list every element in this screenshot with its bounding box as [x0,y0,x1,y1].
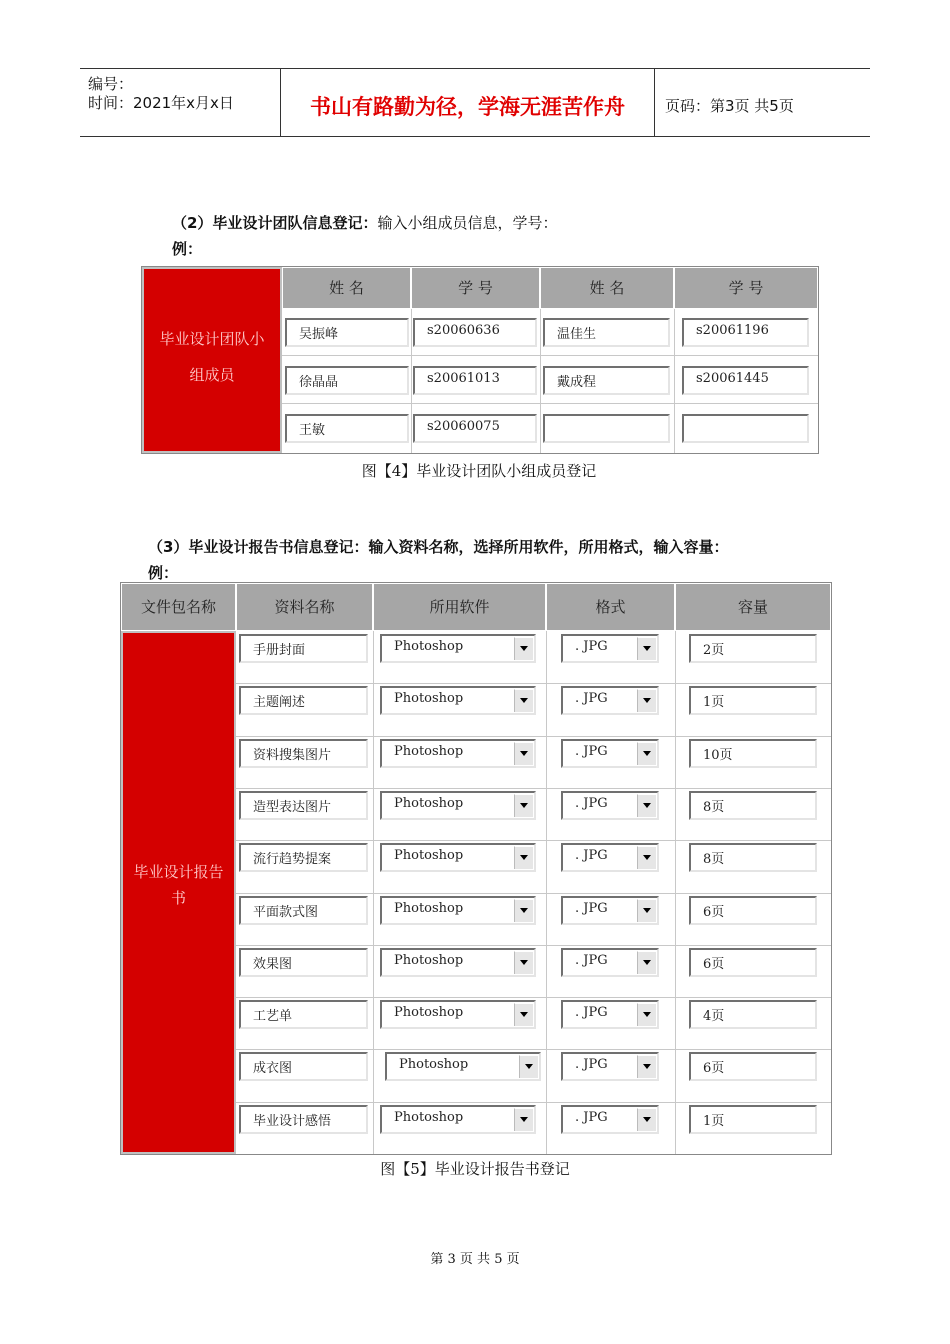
material-name-field[interactable]: 手册封面 [239,634,368,663]
software-select[interactable] [380,1105,536,1134]
format-select[interactable] [561,1052,659,1081]
software-select-value: Photoshop [394,796,464,811]
material-name-field[interactable]: 流行趋势提案 [239,843,368,872]
software-select[interactable] [380,739,536,768]
team-member-name-field[interactable]: 戴成程 [543,366,670,395]
software-select-value: Photoshop [394,848,464,863]
report-header-software: 所用软件 [373,583,546,631]
format-select[interactable] [561,739,659,768]
section2-title-rest: 输入小组成员信息，学号： [377,214,558,232]
material-name-field[interactable]: 平面款式图 [239,896,368,925]
software-select-value: Photoshop [394,901,464,916]
format-select[interactable] [561,843,659,872]
software-select-value: Photoshop [394,1110,464,1125]
software-select[interactable] [380,634,536,663]
team-table [141,266,819,454]
team-member-name-field[interactable] [543,414,670,443]
team-header-id-1: 学 号 [411,267,540,309]
format-select[interactable] [561,896,659,925]
material-name-field[interactable]: 成衣图 [239,1052,368,1081]
dropdown-arrow-icon[interactable] [514,899,533,922]
team-member-id-field[interactable]: s20061196 [682,318,809,347]
dropdown-arrow-icon[interactable] [514,846,533,869]
size-field[interactable]: 10页 [689,739,817,768]
software-select[interactable] [380,686,536,715]
software-select-value: Photoshop [394,691,464,706]
dropdown-arrow-icon[interactable] [637,951,656,974]
header-meta [80,69,280,136]
dropdown-arrow-icon[interactable] [514,1003,533,1026]
dropdown-arrow-icon[interactable] [514,794,533,817]
dropdown-arrow-icon[interactable] [637,794,656,817]
format-select-value: . JPG [575,1005,608,1020]
team-member-id-field[interactable]: s20061013 [413,366,537,395]
dropdown-arrow-icon[interactable] [637,1108,656,1131]
material-name-field[interactable]: 资料搜集图片 [239,739,368,768]
team-member-id-field[interactable]: s20060075 [413,414,537,443]
figure4-caption: 图【4】毕业设计团队小组成员登记 [361,462,597,480]
report-package-label: 毕业设计报告书 [133,863,224,907]
dropdown-arrow-icon[interactable] [514,637,533,660]
dropdown-arrow-icon[interactable] [514,689,533,712]
figure5-caption: 图【5】毕业设计报告书登记 [380,1160,570,1178]
report-header-package: 文件包名称 [121,583,236,631]
material-name-field[interactable]: 毕业设计感悟 [239,1105,368,1134]
report-table [120,582,832,1155]
team-header-name-1: 姓 名 [282,267,411,309]
size-field[interactable]: 6页 [689,896,817,925]
dropdown-arrow-icon[interactable] [514,742,533,765]
team-header-id-2: 学 号 [674,267,818,309]
dropdown-arrow-icon[interactable] [637,899,656,922]
format-select[interactable] [561,686,659,715]
section2-title [172,212,557,233]
format-select-value: . JPG [575,744,608,759]
software-select-value: Photoshop [399,1057,469,1072]
format-select-value: . JPG [575,901,608,916]
material-name-field[interactable]: 造型表达图片 [239,791,368,820]
motto: 书山有路勤为径，学海无涯苦作舟 [310,95,625,119]
report-package-cell [121,631,236,1154]
software-select-value: Photoshop [394,953,464,968]
software-select[interactable] [380,896,536,925]
dropdown-arrow-icon[interactable] [637,846,656,869]
team-header-name-2: 姓 名 [540,267,674,309]
size-field[interactable]: 6页 [689,948,817,977]
team-row-label-cell [142,267,282,453]
page-label: 页码：第3页 共5页 [665,97,794,115]
dropdown-arrow-icon[interactable] [637,1003,656,1026]
format-select[interactable] [561,634,659,663]
material-name-field[interactable]: 效果图 [239,948,368,977]
format-select-value: . JPG [575,691,608,706]
dropdown-arrow-icon[interactable] [514,1108,533,1131]
material-name-field[interactable]: 主题阐述 [239,686,368,715]
section3-title: （3）毕业设计报告书信息登记：输入资料名称，选择所用软件，所用格式，输入容量： [148,538,729,556]
software-select[interactable] [380,1000,536,1029]
format-select-value: . JPG [575,953,608,968]
size-field[interactable]: 1页 [689,686,817,715]
dropdown-arrow-icon[interactable] [637,742,656,765]
software-select-value: Photoshop [394,744,464,759]
section3-example: 例： [148,564,179,582]
format-select-value: . JPG [575,848,608,863]
header-page-cell [655,69,870,136]
software-select[interactable] [380,843,536,872]
team-member-name-field[interactable]: 温佳生 [543,318,670,347]
team-member-name-field[interactable]: 王敏 [285,414,409,443]
team-member-name-field[interactable]: 徐晶晶 [285,366,409,395]
section2-title-bold: （2）毕业设计团队信息登记： [172,214,378,232]
header-motto-cell [280,69,655,136]
page-footer: 第 3 页 共 5 页 [430,1252,520,1267]
dropdown-arrow-icon[interactable] [637,637,656,660]
size-field[interactable]: 4页 [689,1000,817,1029]
format-select[interactable] [561,948,659,977]
team-member-id-field[interactable]: s20061445 [682,366,809,395]
size-field[interactable]: 8页 [689,791,817,820]
size-field[interactable]: 8页 [689,843,817,872]
team-row-label: 毕业设计团队小组成员 [159,330,265,384]
dropdown-arrow-icon[interactable] [637,1055,656,1078]
team-member-id-field[interactable] [682,414,809,443]
number-label: 编号： [88,75,134,93]
team-member-name-field[interactable]: 吴振峰 [285,318,409,347]
software-select[interactable] [385,1052,541,1081]
format-select[interactable] [561,791,659,820]
report-header-size: 容量 [675,583,831,631]
software-select-value: Photoshop [394,639,464,654]
size-field[interactable]: 6页 [689,1052,817,1081]
report-header-name: 资料名称 [236,583,373,631]
format-select[interactable] [561,1105,659,1134]
section2-example: 例： [172,240,203,258]
software-select[interactable] [380,948,536,977]
dropdown-arrow-icon[interactable] [514,951,533,974]
format-select-value: . JPG [575,1110,608,1125]
size-field[interactable]: 2页 [689,634,817,663]
format-select-value: . JPG [575,639,608,654]
time-label: 时间：2021年x月x日 [88,94,234,112]
report-header-format: 格式 [546,583,675,631]
format-select-value: . JPG [575,796,608,811]
material-name-field[interactable]: 工艺单 [239,1000,368,1029]
dropdown-arrow-icon[interactable] [637,689,656,712]
software-select[interactable] [380,791,536,820]
page-header [80,68,870,137]
dropdown-arrow-icon[interactable] [519,1055,538,1078]
team-member-id-field[interactable]: s20060636 [413,318,537,347]
size-field[interactable]: 1页 [689,1105,817,1134]
format-select[interactable] [561,1000,659,1029]
software-select-value: Photoshop [394,1005,464,1020]
format-select-value: . JPG [575,1057,608,1072]
